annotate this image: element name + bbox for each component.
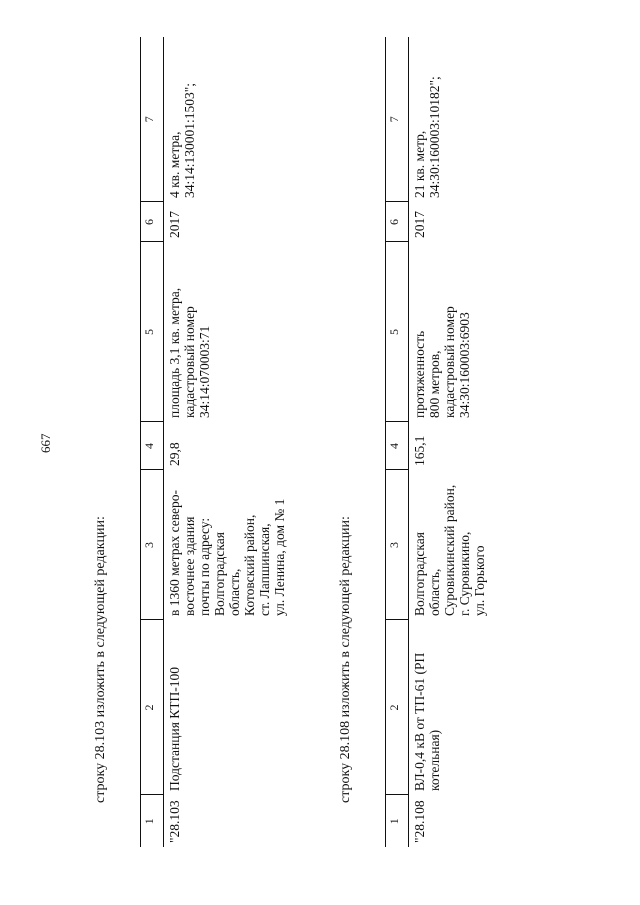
amendment-table-2 — [385, 37, 487, 847]
table-header-row — [141, 37, 164, 847]
column-header: 6 — [141, 202, 164, 242]
cell-line: 21 кв. метр, — [412, 130, 427, 198]
cell-line: восточнее здания — [182, 516, 197, 616]
land-plot — [164, 37, 288, 202]
cell-line: почты по адресу: — [197, 517, 212, 616]
row-number: "28.103 — [167, 800, 182, 843]
cell-line: 34:14:130001:1503"; — [182, 82, 197, 198]
cell-line: кадастровый номер — [442, 306, 457, 418]
cell-line: площадь 3,1 кв. метра, — [167, 287, 182, 418]
row-number: "28.108 — [412, 800, 427, 843]
page-number: 667 — [38, 433, 53, 453]
cell-line: 34:30:160003:10182"; — [427, 76, 442, 198]
cell-line: ул. Горького — [472, 545, 487, 616]
cell-line: ст. Лапшинская, — [257, 523, 272, 616]
column-header: 2 — [141, 620, 164, 795]
cell-line: г. Суровикино, — [457, 531, 472, 616]
column-header: 2 — [386, 620, 409, 795]
column-header: 1 — [386, 795, 409, 847]
column-header: 4 — [386, 422, 409, 470]
amendment-intro-2: строку 28.108 изложить в следующей редакции: — [338, 516, 353, 803]
column-header: 5 — [386, 242, 409, 422]
cell-line: Суровикинский район, — [442, 484, 457, 616]
object-name — [409, 620, 488, 795]
cell-line: 34:14:070003:71 — [197, 325, 212, 418]
cell-line: ул. Ленина, дом № 1 — [272, 498, 287, 616]
column-header: 3 — [141, 470, 164, 620]
cell-line: протяженность — [412, 330, 427, 418]
object-value: 29,8 — [167, 442, 182, 466]
amendment-intro-1: строку 28.103 изложить в следующей редакции: — [93, 516, 108, 803]
cell-line: область, — [227, 568, 242, 616]
table-header-row — [386, 37, 409, 847]
cell-line: в 1360 метрах северо- — [167, 489, 182, 616]
column-header: 3 — [386, 470, 409, 620]
table-row — [164, 37, 288, 847]
amendment-table-1 — [140, 37, 287, 847]
column-header: 1 — [141, 795, 164, 847]
object-characteristics — [409, 242, 488, 422]
column-header: 7 — [386, 37, 409, 202]
column-header: 5 — [141, 242, 164, 422]
object-name: Подстанция КТП-100 — [167, 666, 182, 791]
object-year: 2017 — [167, 211, 182, 238]
cell-line: область, — [427, 568, 442, 616]
cell-line: Волгоградская — [212, 532, 227, 616]
cell-line: Котовский район, — [242, 514, 257, 616]
column-header: 4 — [141, 422, 164, 470]
cell-line: котельная) — [427, 729, 442, 791]
object-characteristics — [164, 242, 288, 422]
column-header: 6 — [386, 202, 409, 242]
object-location — [164, 470, 288, 620]
cell-line: 4 кв. метра, — [167, 131, 182, 198]
object-location — [409, 470, 488, 620]
cell-line: 34:30:160003:6903 — [457, 312, 472, 418]
land-plot — [409, 37, 488, 202]
cell-line: ВЛ-0,4 кВ от ТП-61 (РП — [412, 652, 427, 791]
cell-line: кадастровый номер — [182, 306, 197, 418]
object-year: 2017 — [412, 211, 427, 238]
column-header: 7 — [141, 37, 164, 202]
table-row — [409, 37, 488, 847]
cell-line: Волгоградская — [412, 532, 427, 616]
cell-line: 800 метров, — [427, 350, 442, 418]
object-value: 165,1 — [412, 435, 427, 466]
